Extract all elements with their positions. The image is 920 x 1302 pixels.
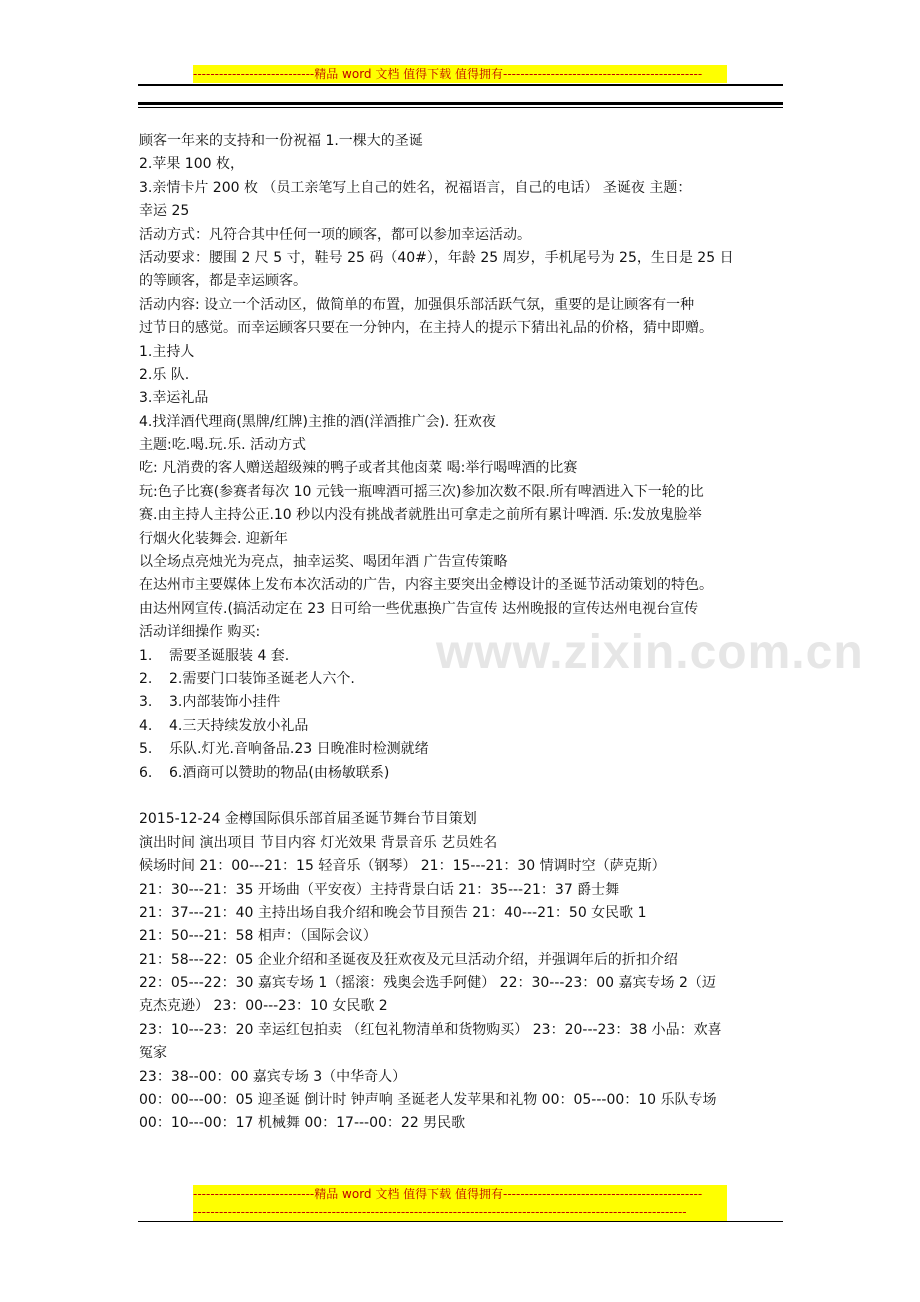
list-item [139, 715, 784, 738]
list-item-number: 6. [139, 764, 153, 781]
text-line: 4.找洋酒代理商(黑牌/红牌)主推的酒(洋酒推广会). 狂欢夜 [139, 413, 496, 430]
footer-banner: ----------------------------精品 word 文档 值得下载 值得拥有---------------------------------------------- [193, 1185, 727, 1203]
program-line: 21：58---22：05 企业介绍和圣诞夜及狂欢夜及元旦活动介绍，并强调年后的折扣介绍 [139, 951, 678, 968]
list-item-number: 2. [139, 670, 153, 687]
list-item-number: 1. [139, 647, 153, 664]
list-item [139, 668, 784, 691]
text-line: 以全场点亮烛光为亮点，抽幸运奖、喝团年酒 广告宣传策略 [139, 554, 508, 571]
text-line: 2.乐 队. [139, 366, 190, 383]
purchase-list [139, 645, 784, 785]
list-item-text: 3.内部装饰小挂件 [169, 694, 281, 711]
text-line: 活动详细操作 购买: [139, 624, 261, 641]
text-line: 3.幸运礼品 [139, 390, 209, 407]
footer-banner-dashes: ------------------------------------------------------------------------------------------------------------------ [193, 1203, 727, 1221]
text-line: 幸运 25 [139, 203, 190, 220]
program-line: 2015-12-24 金樽国际俱乐部首届圣诞节舞台节目策划 [139, 811, 477, 828]
header-rule-thick [138, 102, 783, 105]
text-line: 的等顾客，都是幸运顾客。 [139, 273, 307, 290]
program-line: 候场时间 21：00---21：15 轻音乐（钢琴） 21：15---21：30 情调时空（萨克斯） [139, 858, 666, 875]
list-item [139, 691, 784, 714]
list-item-text: 6.酒商可以赞助的物品(由杨敏联系) [169, 764, 390, 781]
text-line: 赛.由主持人主持公正.10 秒以内没有挑战者就胜出可拿走之前所有累计啤酒. 乐:发放鬼脸举 [139, 507, 702, 524]
program-line: 21：37---21：40 主持出场自我介绍和晚会节目预告 21：40---21：50 女民歌 1 [139, 904, 647, 921]
text-line: 活动方式：凡符合其中任何一项的顾客，都可以参加幸运活动。 [139, 226, 531, 243]
blank-line [139, 785, 784, 808]
text-line: 1.主持人 [139, 343, 195, 360]
program-line: 22：05---22：30 嘉宾专场 1（摇滚：残奥会选手阿健） 22：30---23：00 嘉宾专场 2（迈 [139, 975, 716, 992]
text-line: 活动内容: 设立一个活动区，做简单的布置，加强俱乐部活跃气氛，重要的是让顾客有一种 [139, 296, 695, 313]
list-item-number: 4. [139, 717, 153, 734]
header-rule-thin [138, 107, 783, 108]
list-item [139, 762, 784, 785]
text-line: 3.亲情卡片 200 枚 （员工亲笔写上自己的姓名，祝福语言，自己的电话） 圣诞夜 主题： [139, 179, 692, 196]
program-line: 21：30---21：35 开场曲（平安夜）主持背景白话 21：35---21：37 爵士舞 [139, 881, 620, 898]
list-item-text: 需要圣诞服装 4 套. [169, 647, 290, 664]
text-line: 活动要求：腰围 2 尺 5 寸，鞋号 25 码（40#），年龄 25 周岁，手机尾号为 25，生日是 25 日 [139, 249, 734, 266]
header-banner: ----------------------------精品 word 文档 值得下载 值得拥有---------------------------------------------- [193, 65, 727, 83]
document-body [139, 130, 784, 1136]
text-line: 由达州网宣传.(搞活动定在 23 日可给一些优惠换广告宣传 达州晚报的宣传达州电视台宣传 [139, 600, 699, 617]
text-line: 行烟火化装舞会. 迎新年 [139, 530, 288, 547]
program-schedule [139, 808, 784, 1135]
list-item [139, 738, 784, 761]
text-line: 顾客一年来的支持和一份祝福 1.一棵大的圣诞 [139, 133, 423, 149]
header-rule-top [138, 84, 783, 86]
program-line: 冤家 [139, 1045, 167, 1062]
list-item-number: 3. [139, 694, 153, 711]
text-line: 玩:色子比赛(参赛者每次 10 元钱一瓶啤酒可摇三次)参加次数不限.所有啤酒进入下一轮的比 [139, 483, 704, 500]
program-line: 00：00---00：05 迎圣诞 倒计时 钟声响 圣诞老人发苹果和礼物 00：05---00：10 乐队专场 [139, 1092, 717, 1109]
program-line: 00：10---00：17 机械舞 00：17---00：22 男民歌 [139, 1115, 466, 1132]
list-item-text: 4.三天持续发放小礼品 [169, 717, 309, 734]
text-line: 2.苹果 100 枚， [139, 156, 244, 173]
text-line: 过节日的感觉。而幸运顾客只要在一分钟内，在主持人的提示下猜出礼品的价格，猜中即赠。 [139, 320, 713, 337]
list-item-number: 5. [139, 741, 153, 758]
text-line: 在达州市主要媒体上发布本次活动的广告，内容主要突出金樽设计的圣诞节活动策划的特色。 [139, 577, 713, 594]
program-line: 21：50---21：58 相声：（国际会议） [139, 928, 377, 945]
list-item-text: 乐队.灯光.音响备品.23 日晚准时检测就绪 [169, 741, 429, 758]
program-line: 23：38--00：00 嘉宾专场 3（中华奇人） [139, 1068, 407, 1085]
list-item-text: 2.需要门口装饰圣诞老人六个. [169, 670, 355, 687]
program-line: 演出时间 演出项目 节目内容 灯光效果 背景音乐 艺员姓名 [139, 834, 498, 851]
program-line: 克杰克逊） 23：00---23：10 女民歌 2 [139, 998, 388, 1015]
text-line: 主题:吃.喝.玩.乐. 活动方式 [139, 437, 306, 454]
text-line: 吃: 凡消费的客人赠送超级辣的鸭子或者其他卤菜 喝:举行喝啤酒的比赛 [139, 460, 578, 477]
watermark: www.zixin.com.cn [436, 626, 864, 679]
program-line: 23：10---23：20 幸运红包拍卖 （红包礼物清单和货物购买） 23：20---23：38 小品：欢喜 [139, 1021, 722, 1038]
footer-rule [138, 1221, 783, 1222]
list-item [139, 645, 784, 668]
body-paragraphs [139, 130, 784, 645]
